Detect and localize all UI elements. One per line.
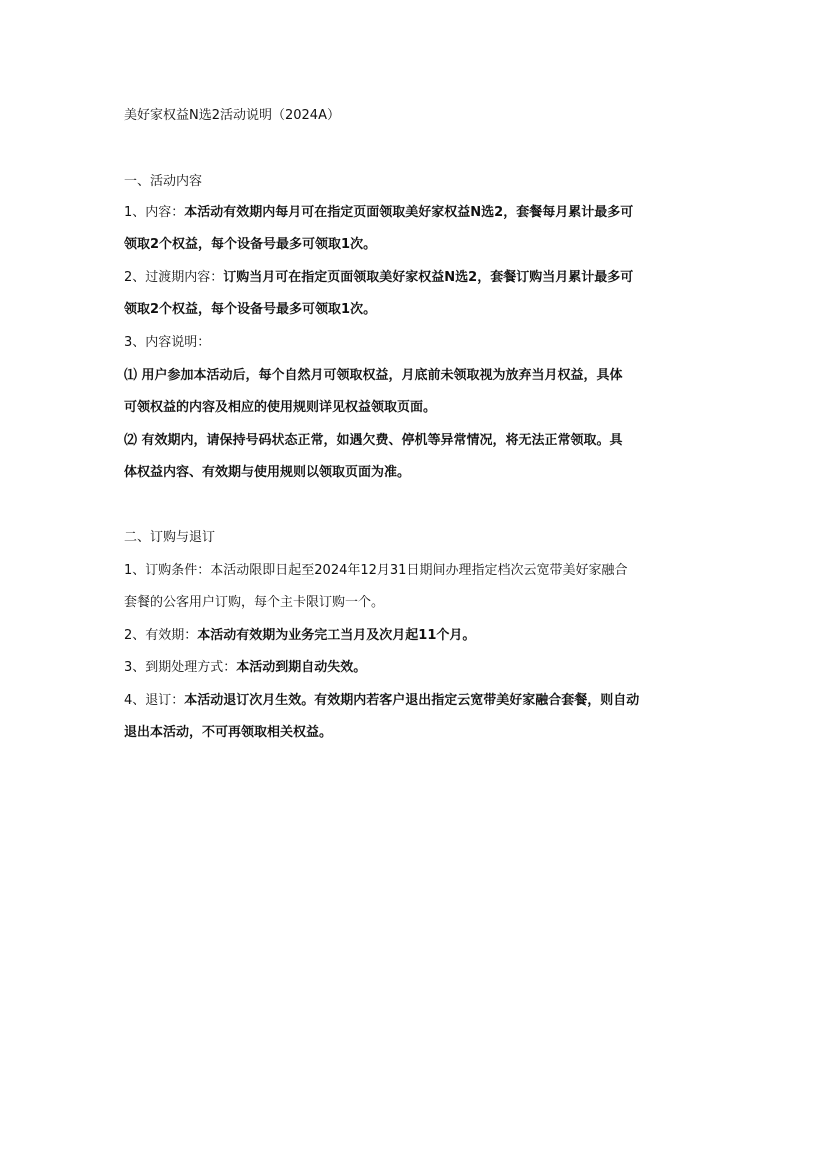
- section1-item1-text1: 本活动有效期内每月可在指定页面领取美好家权益N选2，套餐每月累计最多可: [184, 205, 634, 220]
- section1-note2-line1: ⑵ 有效期内，请保持号码状态正常，如遇欠费、停机等异常情况，将无法正常领取。具: [124, 433, 623, 448]
- section2-item2-text: 本活动有效期为业务完工当月及次月起11个月。: [197, 628, 476, 643]
- section2-item4-line2: 退出本活动，不可再领取相关权益。: [124, 725, 333, 740]
- section2-item1-line2: 套餐的公客用户订购，每个主卡限订购一个。: [124, 595, 385, 610]
- section2-heading: 二、订购与退订: [124, 530, 216, 545]
- section1-note1-line2: 可领权益的内容及相应的使用规则详见权益领取页面。: [124, 400, 437, 415]
- section2-item2-prefix: 2、有效期：: [124, 628, 198, 643]
- section2-item3: [124, 659, 366, 677]
- section2-item1-line1: 1、订购条件：本活动限即日起至2024年12月31日期间办理指定档次云宽带美好家融合: [124, 563, 628, 578]
- section1-item3-prefix: 3、内容说明：: [124, 335, 211, 350]
- section1-item2-prefix: 2、过渡期内容：: [124, 270, 224, 285]
- section1-note1-line1: ⑴ 用户参加本活动后，每个自然月可领取权益，月底前未领取视为放弃当月权益，具体: [124, 368, 623, 383]
- section1-item2-line2: 领取2个权益，每个设备号最多可领取1次。: [124, 302, 377, 317]
- section2-item4-text1: 本活动退订次月生效。有效期内若客户退出指定云宽带美好家融合套餐，则自动: [184, 693, 640, 708]
- section1-item1-line1: [124, 204, 633, 222]
- section2-item3-prefix: 3、到期处理方式：: [124, 660, 237, 675]
- document-title: 美好家权益N选2活动说明（2024A）: [124, 108, 340, 123]
- section2-item4-line1: [124, 692, 639, 710]
- section1-heading: 一、活动内容: [124, 174, 203, 189]
- section1-note2-line2: 体权益内容、有效期与使用规则以领取页面为准。: [124, 465, 411, 480]
- section2-item4-prefix: 4、退订：: [124, 693, 185, 708]
- section1-item1-line2: 领取2个权益，每个设备号最多可领取1次。: [124, 237, 377, 252]
- section1-item2-line1: [124, 269, 633, 287]
- section2-item3-text: 本活动到期自动失效。: [236, 660, 367, 675]
- section2-item2: [124, 627, 475, 645]
- section1-item1-prefix: 1、内容：: [124, 205, 185, 220]
- section1-item2-text1: 订购当月可在指定页面领取美好家权益N选2，套餐订购当月累计最多可: [223, 270, 634, 285]
